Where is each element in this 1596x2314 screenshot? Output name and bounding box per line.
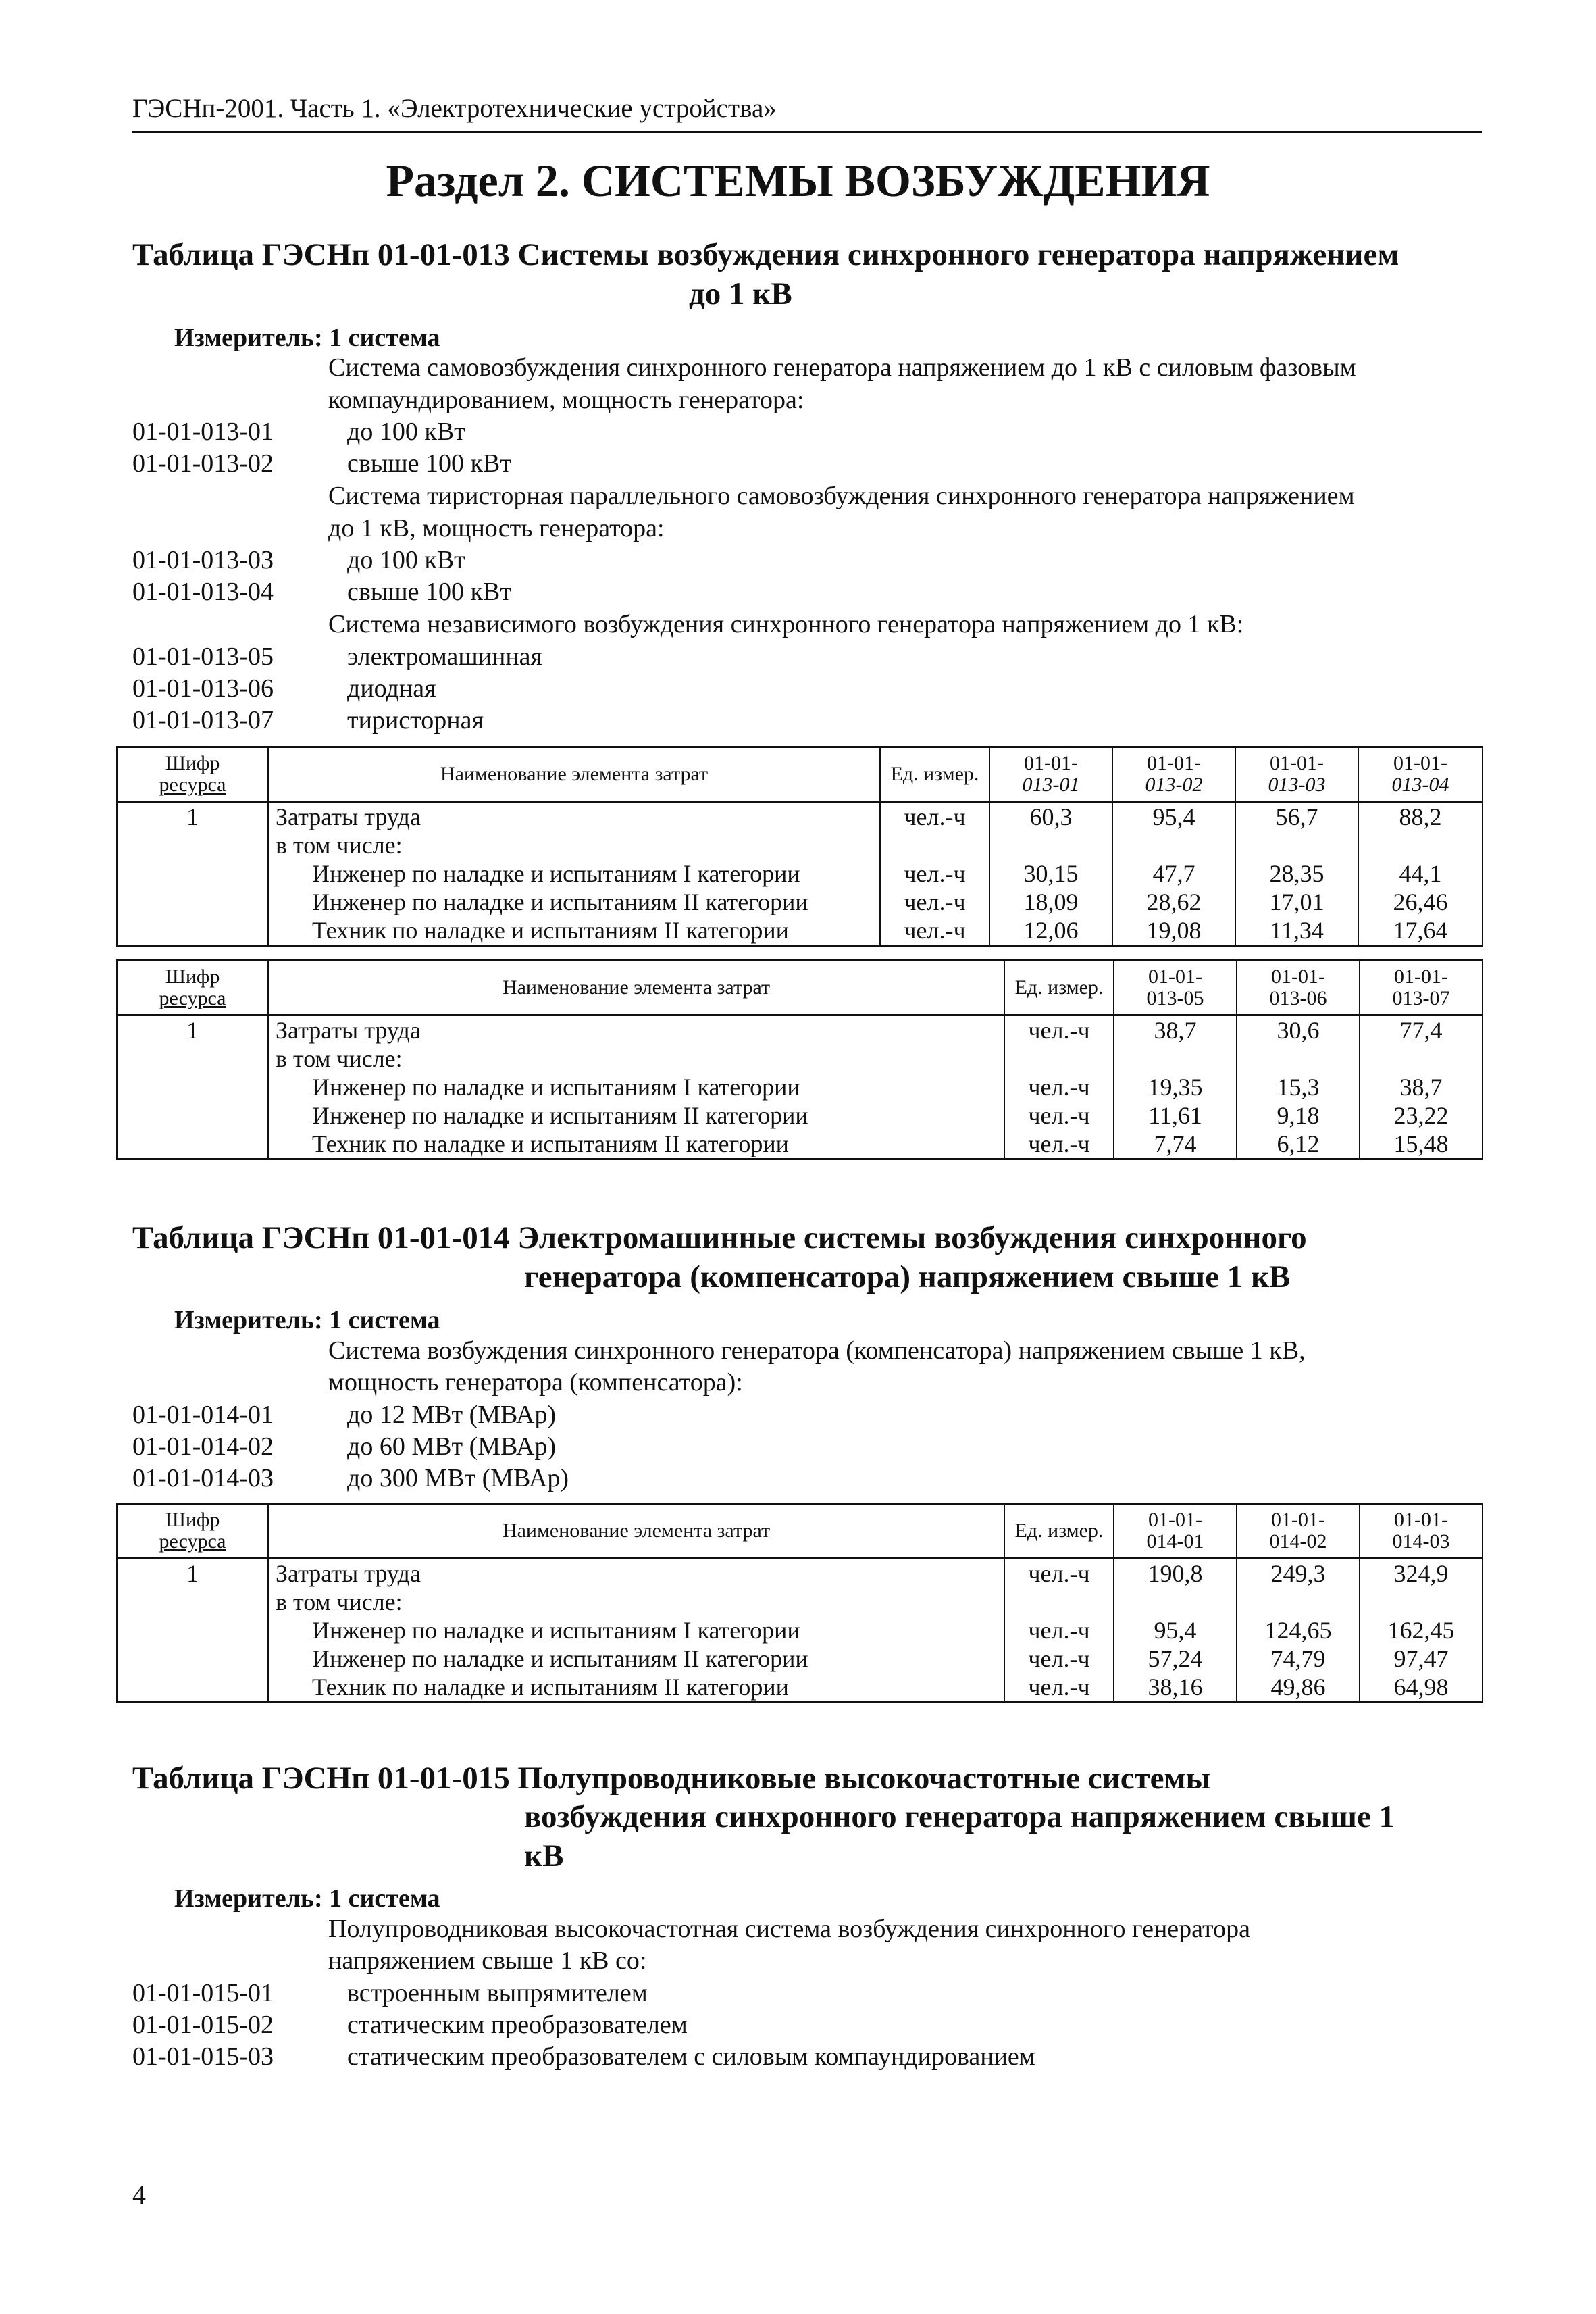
table-013-title-line1: Таблица ГЭСНп 01-01-013 Системы возбуждения синхронного генератора напряжением	[132, 237, 1399, 272]
table-row: 1 Затраты труда чел.-ч 38,7 30,6 77,4	[117, 1015, 1483, 1045]
running-header: ГЭСНп-2001. Часть 1. «Электротехнические устройства»	[132, 94, 777, 123]
item-code: 01-01-014-01	[132, 1401, 274, 1429]
table-row: Инженер по наладке и испытаниям I категории чел.-ч 30,15 47,7 28,35 44,1	[117, 859, 1483, 888]
col-header-code: 01-01- 013-04	[1358, 747, 1483, 802]
col-header-code: 01-01- 014-01	[1114, 1504, 1237, 1559]
item-text: свыше 100 кВт	[347, 449, 511, 478]
item-text: встроенным выпрямителем	[347, 1979, 648, 2007]
col-header-shifr: Шифр ресурса	[117, 961, 268, 1015]
col-header-unit: Ед. измер.	[1004, 961, 1114, 1015]
table-013-a	[116, 746, 1483, 947]
item-code: 01-01-015-02	[132, 2011, 274, 2039]
col-header-code: 01-01- 014-02	[1237, 1504, 1360, 1559]
t013-desc3: Система независимого возбуждения синхронного генератора напряжением до 1 кВ:	[328, 610, 1244, 638]
table-row: 1 Затраты труда чел.-ч 190,8 249,3 324,9	[117, 1559, 1483, 1588]
header-rule	[132, 131, 1482, 133]
table-row: в том числе:	[117, 1045, 1483, 1073]
col-header-unit: Ед. измер.	[880, 747, 989, 802]
table-013-title-line2: до 1 кВ	[689, 276, 792, 311]
col-header-shifr: Шифр ресурса	[117, 747, 268, 802]
t014-desc-line2: мощность генератора (компенсатора):	[328, 1368, 743, 1397]
col-header-code: 01-01- 013-01	[989, 747, 1112, 802]
table-row: Инженер по наладке и испытаниям I категории чел.-ч 95,4 124,65 162,45	[117, 1616, 1483, 1644]
table-014-title-line1: Таблица ГЭСНп 01-01-014 Электромашинные системы возбуждения синхронного	[132, 1220, 1307, 1255]
item-text: электромашинная	[347, 643, 543, 671]
table-row: в том числе:	[117, 831, 1483, 859]
item-code: 01-01-014-02	[132, 1432, 274, 1461]
item-text: статическим преобразователем с силовым компаундированием	[347, 2042, 1035, 2071]
t013-desc2-line1: Система тиристорная параллельного самовозбуждения синхронного генератора напряжением	[328, 482, 1355, 510]
table-row: 1 Затраты труда чел.-ч 60,3 95,4 56,7 88,2	[117, 802, 1483, 832]
table-row: Инженер по наладке и испытаниям I категории чел.-ч 19,35 15,3 38,7	[117, 1073, 1483, 1101]
table-015-title-line3: кВ	[524, 1838, 564, 1873]
item-code: 01-01-013-02	[132, 449, 274, 478]
item-text: свыше 100 кВт	[347, 578, 511, 606]
item-code: 01-01-013-06	[132, 674, 274, 703]
col-header-name: Наименование элемента затрат	[268, 961, 1004, 1015]
col-header-name: Наименование элемента затрат	[268, 747, 880, 802]
col-header-code: 01-01- 013-03	[1235, 747, 1358, 802]
col-header-name: Наименование элемента затрат	[268, 1504, 1004, 1559]
item-code: 01-01-015-03	[132, 2042, 274, 2071]
col-header-shifr: Шифр ресурса	[117, 1504, 268, 1559]
table-row: Инженер по наладке и испытаниям II категории чел.-ч 18,09 28,62 17,01 26,46	[117, 888, 1483, 916]
item-text: до 100 кВт	[347, 418, 465, 446]
item-text: до 60 МВт (МВАр)	[347, 1432, 557, 1461]
col-header-code: 01-01- 013-07	[1360, 961, 1483, 1015]
item-text: тиристорная	[347, 706, 484, 734]
item-code: 01-01-013-05	[132, 643, 274, 671]
table-013-meter: Измеритель: 1 система	[174, 324, 440, 352]
item-code: 01-01-013-07	[132, 706, 274, 734]
col-header-code: 01-01- 013-06	[1237, 961, 1360, 1015]
col-header-code: 01-01- 014-03	[1360, 1504, 1483, 1559]
table-015-title-line1: Таблица ГЭСНп 01-01-015 Полупроводниковые высокочастотные системы	[132, 1761, 1211, 1796]
table-row: Инженер по наладке и испытаниям II категории чел.-ч 11,61 9,18 23,22	[117, 1101, 1483, 1130]
table-014-title-line2: генератора (компенсатора) напряжением свыше 1 кВ	[524, 1259, 1291, 1294]
table-014-meter: Измеритель: 1 система	[174, 1306, 440, 1334]
table-row: в том числе:	[117, 1588, 1483, 1616]
col-header-code: 01-01- 013-02	[1112, 747, 1235, 802]
item-text: до 300 МВт (МВАр)	[347, 1464, 569, 1492]
t013-desc1-line1: Система самовозбуждения синхронного генератора напряжением до 1 кВ с силовым фазовым	[328, 353, 1356, 382]
table-row: Техник по наладке и испытаниям II категории чел.-ч 7,74 6,12 15,48	[117, 1130, 1483, 1159]
item-text: статическим преобразователем	[347, 2011, 688, 2039]
table-013-b	[116, 959, 1483, 1160]
t013-desc1-line2: компаундированием, мощность генератора:	[328, 386, 804, 414]
item-code: 01-01-015-01	[132, 1979, 274, 2007]
page-number: 4	[132, 2180, 146, 2210]
col-header-code: 01-01- 013-05	[1114, 961, 1237, 1015]
item-text: до 12 МВт (МВАр)	[347, 1401, 557, 1429]
table-015-title-line2: возбуждения синхронного генератора напряжением свыше 1	[524, 1799, 1395, 1834]
item-code: 01-01-014-03	[132, 1464, 274, 1492]
table-015-meter: Измеритель: 1 система	[174, 1884, 440, 1913]
item-code: 01-01-013-03	[132, 546, 274, 574]
table-014	[116, 1503, 1483, 1703]
item-code: 01-01-013-04	[132, 578, 274, 606]
t014-desc-line1: Система возбуждения синхронного генератора (компенсатора) напряжением свыше 1 кВ,	[328, 1336, 1306, 1365]
item-text: до 100 кВт	[347, 546, 465, 574]
t013-desc2-line2: до 1 кВ, мощность генератора:	[328, 514, 665, 543]
table-row: Техник по наладке и испытаниям II категории чел.-ч 12,06 19,08 11,34 17,64	[117, 916, 1483, 946]
table-row: Инженер по наладке и испытаниям II категории чел.-ч 57,24 74,79 97,47	[117, 1644, 1483, 1673]
item-code: 01-01-013-01	[132, 418, 274, 446]
section-title: Раздел 2. СИСТЕМЫ ВОЗБУЖДЕНИЯ	[386, 155, 1210, 206]
t015-desc-line2: напряжением свыше 1 кВ со:	[328, 1946, 647, 1975]
t015-desc-line1: Полупроводниковая высокочастотная система возбуждения синхронного генератора	[328, 1915, 1251, 1943]
col-header-unit: Ед. измер.	[1004, 1504, 1114, 1559]
table-row: Техник по наладке и испытаниям II категории чел.-ч 38,16 49,86 64,98	[117, 1673, 1483, 1703]
item-text: диодная	[347, 674, 436, 703]
